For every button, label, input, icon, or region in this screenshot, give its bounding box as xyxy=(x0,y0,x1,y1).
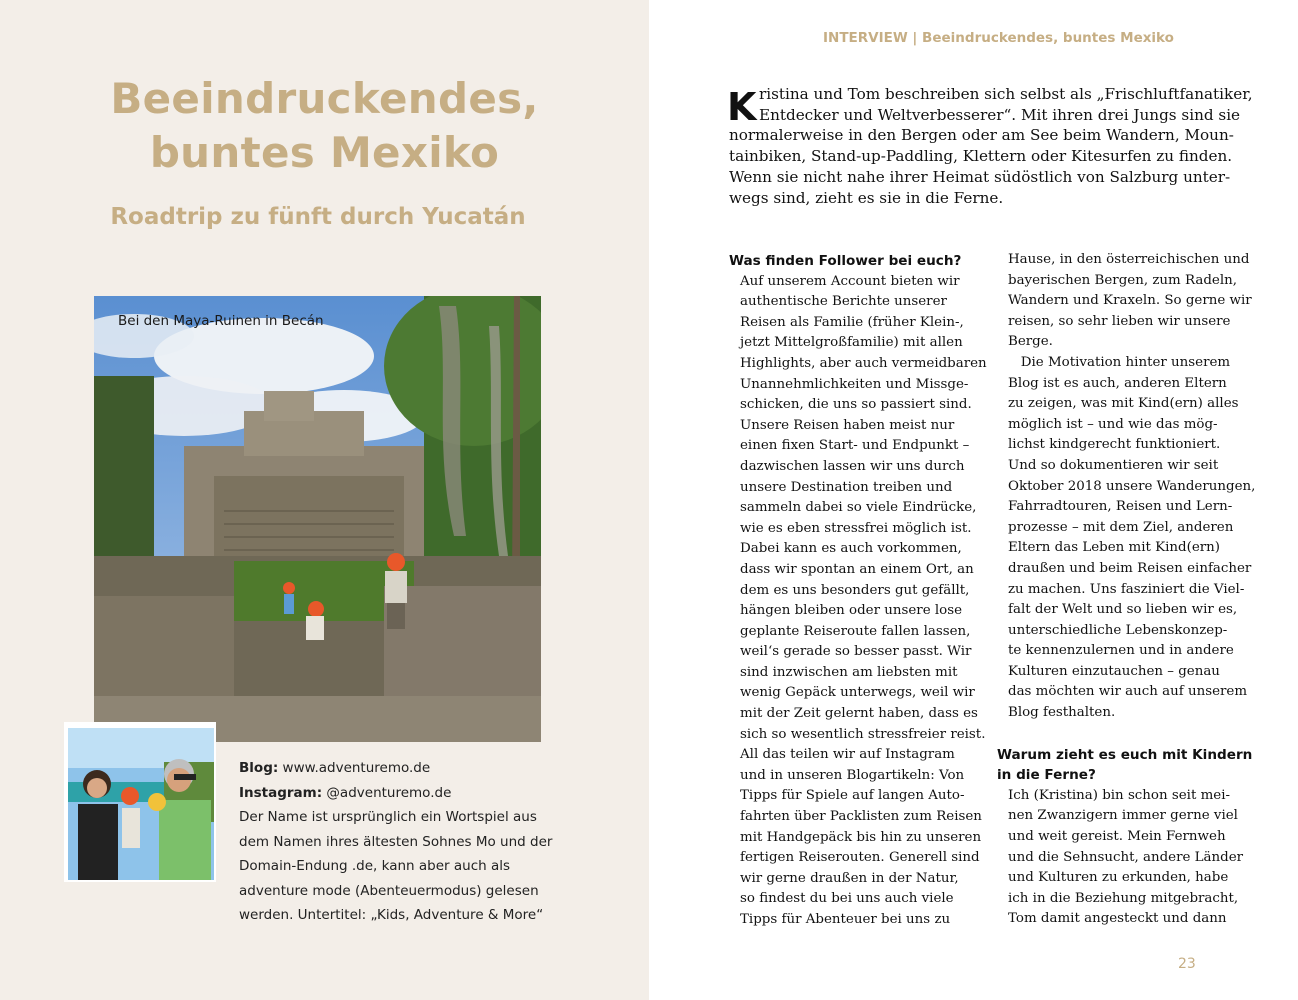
intro-line: Entdecker und Weltverbesserer“. Mit ihren drei Jungs sind sie xyxy=(759,105,1241,124)
text-line: zu zeigen, was mit Kind(ern) alles xyxy=(1008,396,1239,412)
question-heading: Warum zieht es euch mit Kindern xyxy=(997,746,1253,763)
text-line: falt der Welt und so lieben wir es, xyxy=(1008,602,1238,618)
question-heading: in die Ferne? xyxy=(997,767,1096,784)
text-line: und Kulturen zu erkunden, habe xyxy=(1008,870,1229,886)
text-line: Und so dokumentieren wir seit xyxy=(1008,457,1219,473)
blog-description-line: Der Name ist ursprünglich ein Wortspiel aus xyxy=(239,809,537,825)
text-line: Hause, in den österreichischen und xyxy=(1008,252,1250,267)
text-line: ich in die Beziehung mitgebracht, xyxy=(1008,890,1239,906)
maya-ruins-photo xyxy=(94,296,541,742)
text-line: Ich (Kristina) bin schon seit mei- xyxy=(1008,787,1231,803)
text-line: wir gerne draußen in der Natur, xyxy=(740,870,959,886)
intro-line: tainbiken, Stand-up-Paddling, Klettern oder Kitesurfen zu finden. xyxy=(729,147,1233,166)
column-1 xyxy=(729,251,989,931)
title-line-1: Beeindruckendes, xyxy=(110,74,539,123)
text-line: sind inzwischen am liebsten mit xyxy=(740,664,958,680)
text-line: reisen, so sehr lieben wir unsere xyxy=(1008,313,1231,329)
question-heading: Was finden Follower bei euch? xyxy=(729,253,962,269)
text-line: unterschiedliche Lebenskonzep- xyxy=(1008,622,1228,638)
text-line: Highlights, aber auch vermeidbaren xyxy=(740,355,987,371)
text-line: All das teilen wir auf Instagram xyxy=(740,747,955,763)
text-line: Blog festhalten. xyxy=(1008,705,1116,721)
text-line: Kulturen einzutauchen – genau xyxy=(1008,663,1220,679)
text-line: dazwischen lassen wir uns durch xyxy=(740,458,965,474)
text-line: weil‘s gerade so besser passt. Wir xyxy=(740,644,972,660)
text-line: unsere Destination treiben und xyxy=(740,479,953,495)
text-line: draußen und beim Reisen einfacher xyxy=(1008,560,1252,576)
intro-line: ristina und Tom beschreiben sich selbst als „Frischluftfanatiker, xyxy=(759,85,1253,103)
blog-description-line: dem Namen ihres ältesten Sohnes Mo und der xyxy=(239,833,553,850)
blog-description-line: werden. Untertitel: „Kids, Adventure & More“ xyxy=(239,907,544,923)
text-line: und die Sehnsucht, andere Länder xyxy=(1008,849,1244,865)
column-2 xyxy=(997,250,1257,930)
text-line: lichst kindgerecht funktioniert. xyxy=(1008,437,1221,453)
text-line: dass wir spontan an einem Ort, an xyxy=(740,561,974,577)
text-line: Tipps für Spiele auf langen Auto- xyxy=(740,788,965,804)
blog-url[interactable]: www.adventuremo.de xyxy=(278,760,431,776)
running-header: INTERVIEW | Beeindruckendes, buntes Mexiko xyxy=(823,30,1174,46)
text-line: Tom damit angesteckt und dann xyxy=(1008,911,1227,927)
text-line: Auf unserem Account bieten wir xyxy=(740,273,960,289)
page-number: 23 xyxy=(1178,956,1196,972)
text-line: Fahrradtouren, Reisen und Lern- xyxy=(1008,499,1233,515)
article-subtitle: Roadtrip zu fünft durch Yucatán xyxy=(110,204,526,230)
text-line: zu machen. Uns fasziniert die Viel- xyxy=(1008,581,1245,597)
text-line: einen fixen Start- und Endpunkt – xyxy=(740,438,970,454)
answer-text xyxy=(997,250,1257,724)
text-line: sich so wesentlich stressfreier reist. xyxy=(740,726,986,742)
text-line: und in unseren Blogartikeln: Von xyxy=(740,767,965,783)
blog-info xyxy=(239,756,569,928)
blog-description-line: Domain-Endung .de, kann aber auch als xyxy=(239,858,511,874)
text-line: fahrten über Packlisten zum Reisen xyxy=(740,809,982,825)
text-line: mit Handgepäck bis hin zu unseren xyxy=(740,829,982,845)
instagram-handle[interactable]: @adventuremo.de xyxy=(322,784,452,801)
text-line: schicken, die uns so passiert sind. xyxy=(740,397,972,413)
paragraph-gap xyxy=(997,724,1257,745)
instagram-label: Instagram: xyxy=(239,784,323,801)
text-line: prozesse – mit dem Ziel, anderen xyxy=(1008,519,1234,535)
text-line: Unsere Reisen haben meist nur xyxy=(740,417,955,433)
portrait-photo xyxy=(64,722,216,882)
text-line: Reisen als Familie (früher Klein-, xyxy=(740,314,964,330)
text-line: Unannehmlichkeiten und Missge- xyxy=(740,376,969,392)
text-line: te kennenzulernen und in andere xyxy=(1008,643,1234,659)
text-line: nen Zwanzigern immer gerne viel xyxy=(1008,808,1238,824)
title-line-2: buntes Mexiko xyxy=(149,128,500,177)
blog-label: Blog: xyxy=(239,760,279,776)
intro-line: wegs sind, zieht es sie in die Ferne. xyxy=(729,188,1004,207)
answer-text xyxy=(729,272,989,931)
article-title xyxy=(0,72,649,180)
answer-text xyxy=(997,786,1257,930)
text-line: mit der Zeit gelernt haben, dass es xyxy=(740,706,978,722)
intro-line: normalerweise in den Bergen oder am See beim Wandern, Moun- xyxy=(729,126,1234,145)
intro-line: Wenn sie nicht nahe ihrer Heimat südöstlich von Salzburg unter- xyxy=(729,167,1231,186)
text-line: sammeln dabei so viele Eindrücke, xyxy=(740,500,977,516)
text-line: so findest du bei uns auch viele xyxy=(740,891,954,907)
text-line: Oktober 2018 unsere Wanderungen, xyxy=(1008,478,1256,494)
text-line: Blog ist es auch, anderen Eltern xyxy=(1008,375,1227,391)
text-line: fertigen Reiserouten. Generell sind xyxy=(740,850,980,866)
intro-paragraph xyxy=(727,84,1253,208)
text-line: das möchten wir auch auf unserem xyxy=(1008,684,1248,700)
drop-cap: K xyxy=(727,85,757,129)
text-line: jetzt Mittelgroßfamilie) mit allen xyxy=(740,335,963,351)
text-line: wenig Gepäck unterwegs, weil wir xyxy=(740,685,975,701)
text-line: und weit gereist. Mein Fernweh xyxy=(1008,829,1226,845)
text-line: geplante Reiseroute fallen lassen, xyxy=(740,623,971,639)
blog-line xyxy=(239,756,569,781)
text-line: Wandern und Kraxeln. So gerne wir xyxy=(1008,293,1252,309)
text-line: hängen bleiben oder unsere lose xyxy=(740,603,963,619)
text-line: authentische Berichte unserer xyxy=(740,294,947,310)
text-line: Die Motivation hinter unserem xyxy=(1008,354,1231,370)
instagram-line xyxy=(239,781,569,806)
text-line: Eltern das Leben mit Kind(ern) xyxy=(1008,540,1221,556)
text-line: möglich ist – und wie das mög- xyxy=(1008,416,1218,432)
blog-description-line: adventure mode (Abenteuermodus) gelesen xyxy=(239,882,539,899)
text-line: Berge. xyxy=(1008,334,1053,350)
text-line: Tipps für Abenteuer bei uns zu xyxy=(740,912,951,927)
text-line: dem es uns besonders gut gefällt, xyxy=(740,582,970,598)
photo-caption: Bei den Maya-Ruinen in Becán xyxy=(118,313,324,329)
text-line: wie es eben stressfrei möglich ist. xyxy=(740,520,972,536)
text-line: bayerischen Bergen, zum Radeln, xyxy=(1008,272,1237,288)
text-line: Dabei kann es auch vorkommen, xyxy=(740,541,962,557)
